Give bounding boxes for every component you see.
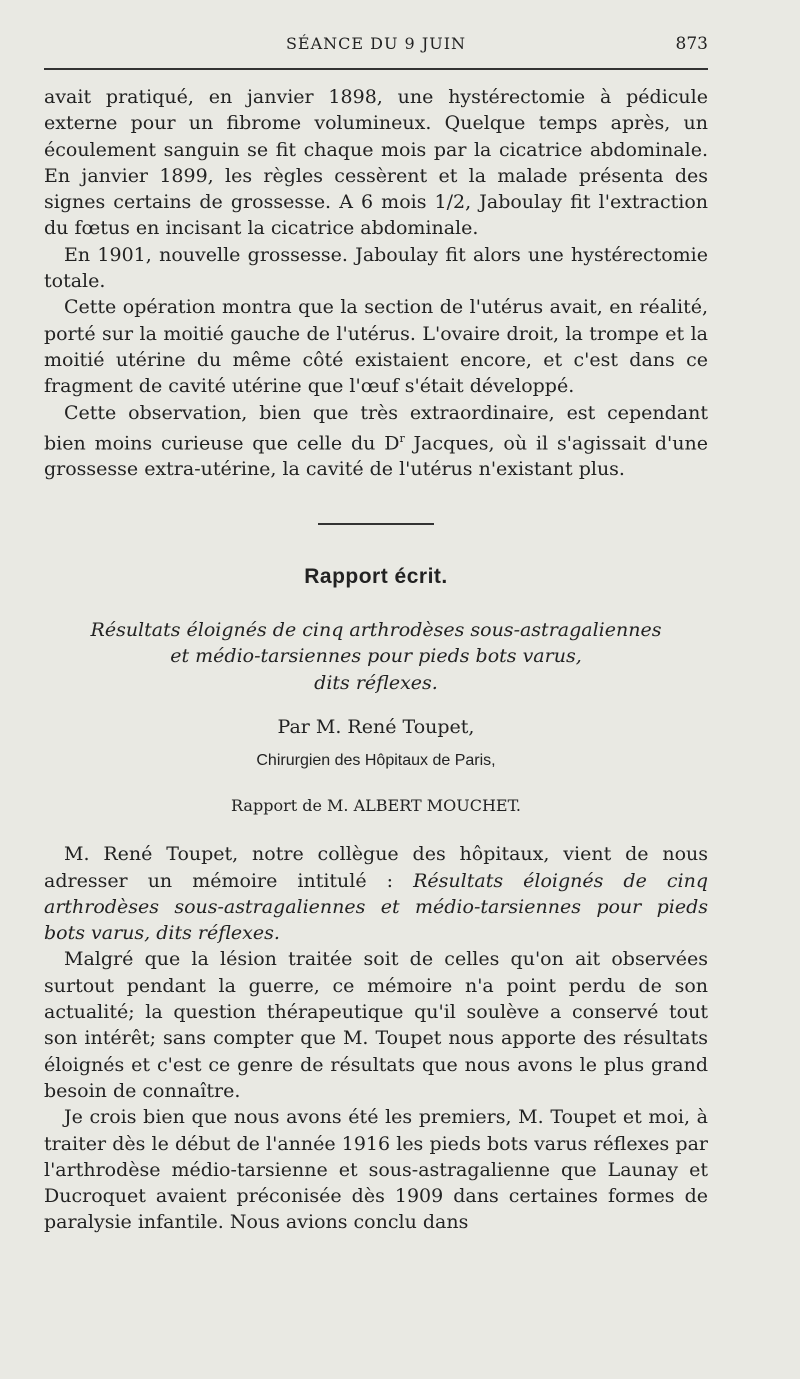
paragraph — [44, 400, 708, 483]
paragraph-text: Jacques, où il s'agissait d'une grossesse extra-utérine, la cavité de l'utérus n'existant plus. — [44, 432, 708, 481]
section-heading: Rapport écrit. — [304, 564, 448, 588]
paragraph-continuation: avait pratiqué, en janvier 1898, une hystérectomie à pédicule externe pour un fibrome volumineux. Quelque temps après, un écoulement sanguin se fit chaque mois par la cicatrice abdominale. En janvier 1899, les règles cessèrent et la malade présenta des signes certains de grossesse. A 6 mois 1/2, Jaboulay fit l'extraction du fœtus en incisant la cicatrice abdominale. — [44, 86, 708, 240]
paragraph: Malgré que la lésion traitée soit de celles qu'on ait observées surtout pendant la guerre, ce mémoire n'a point perdu de son actualité; la question thérapeutique qu'il soulève a conservé tout son intérêt; sans compter que M. Toupet nous apporte des résultats éloignés et c'est ce genre de résultats que nous avons le plus grand besoin de connaître. — [44, 948, 708, 1102]
paragraph — [44, 841, 708, 946]
running-head — [44, 28, 708, 62]
memoir-title: Résultats éloignés de cinq arthrodèses sous-astragaliennes et médio-tarsiennes pour pieds bots varus, dits réflexes. — [44, 869, 708, 945]
paragraph: Je crois bien que nous avons été les premiers, M. Toupet et moi, à traiter dès le début de l'année 1916 les pieds bots varus réflexes par l'arthrodèse médio-tarsienne et sous-astragalienne que Launay et Ducroquet avaient préconisée dès 1909 dans certaines formes de paralysie infantile. Nous avions conclu dans — [44, 1106, 708, 1234]
report-title-line: Résultats éloignés de cinq arthrodèses sous-astragaliennes — [90, 618, 662, 641]
reporter-line: Rapport de M. ALBERT MOUCHET. — [231, 796, 521, 816]
page — [44, 28, 708, 1236]
report-body — [44, 841, 708, 1235]
section-rule — [318, 523, 434, 525]
paragraph-text: M. René Toupet, notre collègue des hôpitaux, vient de nous adresser un mémoire intitulé : — [44, 843, 708, 892]
author-line: Par M. René Toupet, — [277, 716, 475, 739]
report-title-line: et médio-tarsiennes pour pieds bots varus, — [170, 645, 582, 668]
author-role: Chirurgien des Hôpitaux de Paris, — [256, 752, 496, 770]
body-text — [44, 84, 708, 483]
report-title — [44, 617, 708, 697]
running-title: SÉANCE DU 9 JUIN — [285, 34, 467, 53]
page-number: 873 — [675, 34, 708, 54]
paragraph: En 1901, nouvelle grossesse. Jaboulay fit alors une hystérectomie totale. — [44, 243, 708, 293]
paragraph-text: Cette observation, bien que très extraordinaire, est cependant bien moins curieuse que celle du D — [44, 401, 708, 455]
report-title-line: dits réflexes. — [314, 671, 438, 694]
superscript: r — [399, 431, 405, 445]
header-rule — [44, 68, 708, 70]
paragraph: Cette opération montra que la section de l'utérus avait, en réalité, porté sur la moitié gauche de l'utérus. L'ovaire droit, la trompe et la moitié utérine du même côté existaient encore, et c'est dans ce fragment de cavité utérine que l'œuf s'était développé. — [44, 296, 708, 398]
